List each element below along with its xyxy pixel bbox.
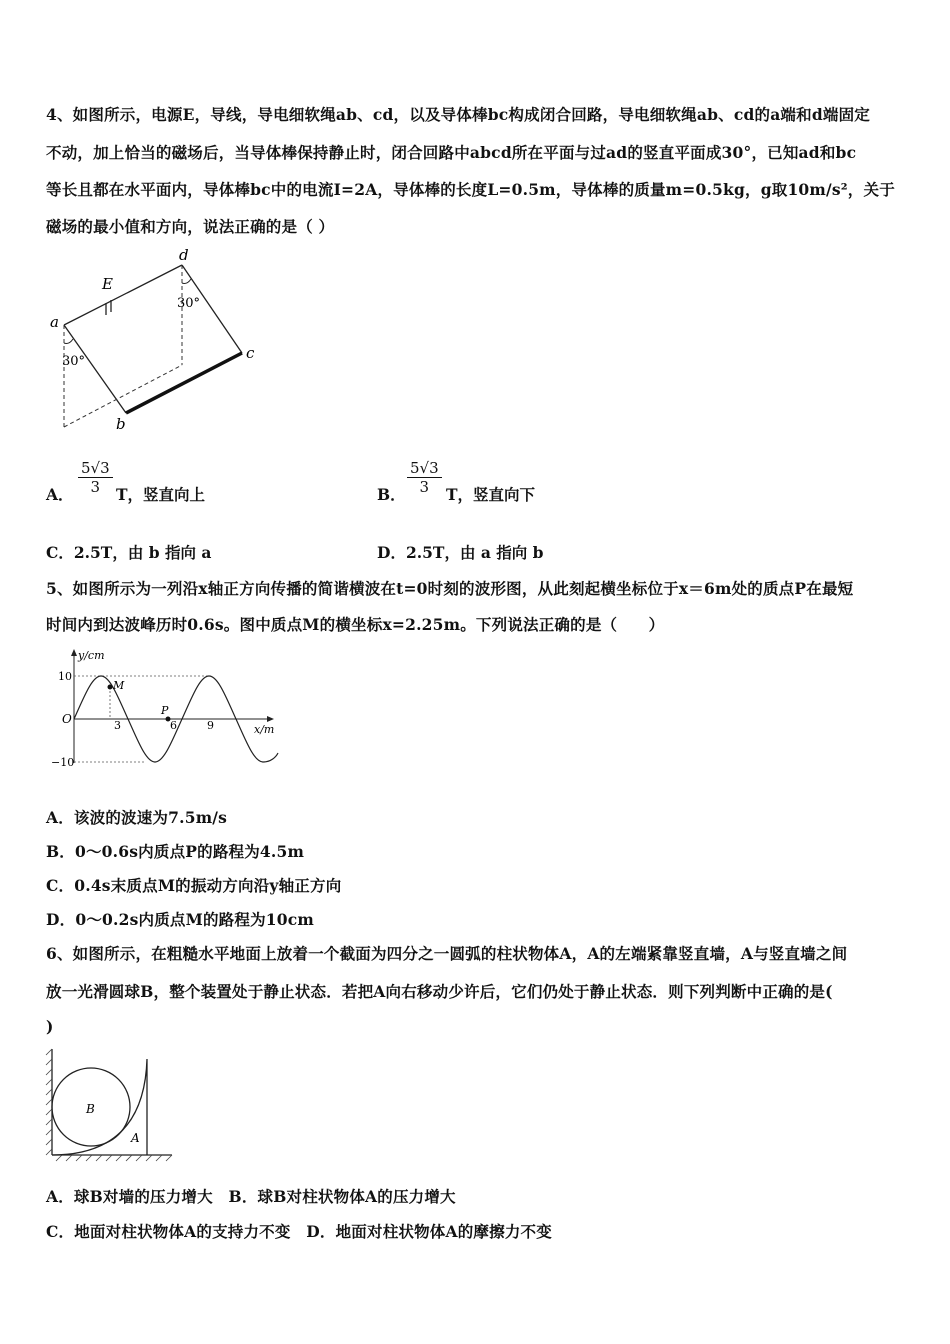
origin-label: O [62, 712, 72, 726]
q5-wave-chart [46, 645, 286, 775]
label-b: b [116, 415, 126, 433]
label-a: a [50, 313, 59, 331]
angle-label-a: 30° [62, 354, 86, 369]
q4-option-b-fraction [407, 459, 442, 496]
q5-option-b: B．0～0.6s内质点P的路程为4.5m [46, 842, 305, 861]
point-m-label: M [113, 679, 125, 692]
angle-label-d: 30° [177, 296, 201, 311]
q5-option-c: C．0.4s末质点M的振动方向沿y轴正方向 [46, 876, 342, 895]
q4-line-4: 磁场的最小值和方向，说法正确的是（ ） [46, 217, 335, 236]
q6-line-1: 6、如图所示，在粗糙水平地面上放着一个截面为四分之一圆弧的柱状物体A，A的左端紧靠竖直墙，A与竖直墙之间 [46, 944, 848, 963]
q4-option-c: C．2.5T，由 b 指向 a [46, 543, 212, 562]
q4-line-3: 等长且都在水平面内，导体棒bc中的电流I=2A，导体棒的长度L=0.5m，导体棒的质量m=0.5kg，g取10m/s²，关于 [46, 180, 895, 199]
x-tick-9: 9 [207, 719, 214, 732]
q6-line-2: 放一光滑圆球B，整个装置处于静止状态．若把A向右移动少许后，它们仍处于静止状态．则下列判断中正确的是( [46, 982, 833, 1001]
q6-figure [44, 1045, 174, 1165]
q6-line-3: ) [46, 1017, 54, 1036]
q4-option-a-letter: A． [46, 485, 74, 504]
q4-option-a-fraction [78, 459, 113, 496]
x-tick-6: 6 [170, 719, 177, 732]
q6-options-line-2: C．地面对柱状物体A的支持力不变 D．地面对柱状物体A的摩擦力不变 [46, 1222, 552, 1241]
q4-figure [46, 245, 266, 435]
q4-line-2: 不动，加上恰当的磁场后，当导体棒保持静止时，闭合回路中abcd所在平面与过ad的竖直平面成30°，已知ad和bc [46, 143, 857, 162]
label-e: E [102, 275, 113, 293]
y-tick-10: 10 [58, 670, 72, 683]
q5-option-a: A．该波的波速为7.5m/s [46, 808, 228, 827]
label-b: B [86, 1102, 95, 1116]
y-axis-label: y/cm [78, 649, 105, 662]
q4-option-b-text: T，竖直向下 [446, 485, 536, 504]
fraction-numerator: 5√3 [78, 459, 113, 478]
q4-option-b-letter: B． [377, 485, 406, 504]
fraction-denominator: 3 [419, 478, 430, 496]
q4-option-a-text: T，竖直向上 [116, 485, 206, 504]
x-tick-3: 3 [114, 719, 121, 732]
x-axis-label: x/m [254, 723, 275, 736]
label-a: A [131, 1131, 140, 1145]
q5-line-1: 5、如图所示为一列沿x轴正方向传播的简谐横波在t=0时刻的波形图，从此刻起横坐标位于x＝6m处的质点P在最短 [46, 579, 854, 598]
q4-line-1: 4、如图所示，电源E，导线，导电细软绳ab、cd，以及导体棒bc构成闭合回路，导电细软绳ab、cd的a端和d端固定 [46, 105, 870, 124]
point-p-label: P [161, 704, 169, 717]
point-m-dot [108, 685, 113, 690]
label-c: c [246, 344, 255, 362]
fraction-denominator: 3 [90, 478, 101, 496]
q5-option-d: D．0～0.2s内质点M的路程为10cm [46, 910, 314, 929]
y-tick-minus-10: −10 [51, 756, 75, 769]
label-d: d [179, 246, 189, 264]
q4-option-d: D．2.5T，由 a 指向 b [377, 543, 544, 562]
fraction-numerator: 5√3 [407, 459, 442, 478]
q6-options-line-1: A．球B对墙的压力增大 B．球B对柱状物体A的压力增大 [46, 1187, 456, 1206]
q5-line-2: 时间内到达波峰历时0.6s。图中质点M的横坐标x=2.25m。下列说法正确的是（ ） [46, 615, 665, 634]
